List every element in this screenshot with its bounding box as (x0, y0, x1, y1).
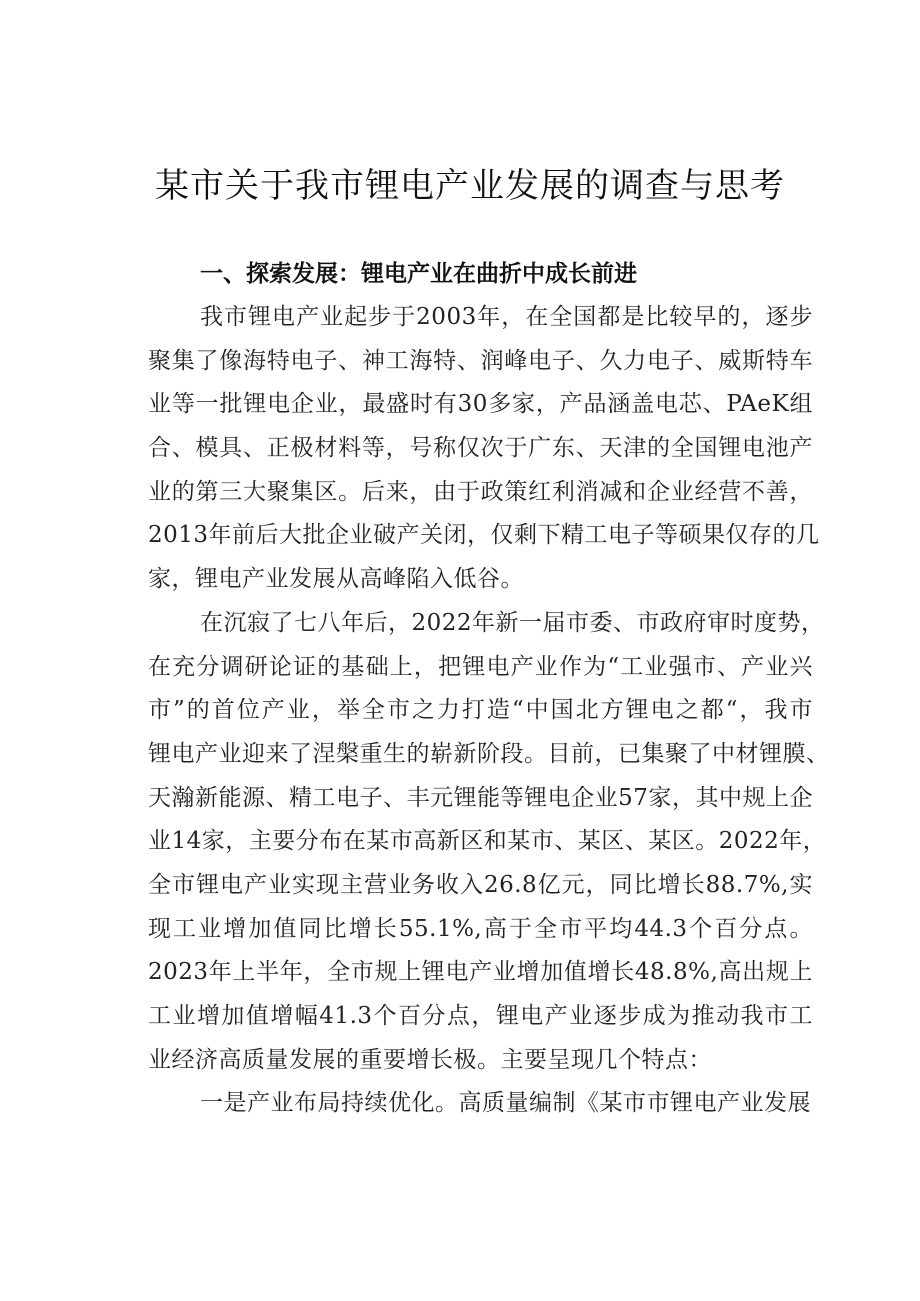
paragraph-feature-one (148, 1082, 813, 1126)
text-line: 市”的首位产业，举全市之力打造“中国北方锂电之都“，我市 (148, 697, 813, 724)
paragraph-history (148, 296, 820, 602)
text-line: 业14家，主要分布在某市高新区和某市、某区、某区。2022年， (148, 828, 827, 855)
text-line: 现工业增加值同比增长55.1%,高于全市平均44.3个百分点。 (148, 915, 813, 942)
text-line: 在沉寂了七八年后，2022年新一届市委、市政府审时度势， (200, 609, 825, 636)
text-line: 天瀚新能源、精工电子、丰元锂能等锂电企业57家，其中规上企 (148, 784, 813, 811)
text-line: 业的第三大聚集区。后来，由于政策红利消减和企业经营不善， (148, 478, 813, 505)
document-title: 某市关于我市锂电产业发展的调查与思考 (155, 166, 785, 206)
text-line: 在充分调研论证的基础上，把锂电产业作为“工业强市、产业兴 (148, 653, 813, 680)
text-line: 2013年前后大批企业破产关闭，仅剩下精工电子等硕果仅存的几 (148, 522, 820, 549)
section-heading: 一、探索发展：锂电产业在曲折中成长前进 (200, 261, 637, 287)
text-line: 一是产业布局持续优化。高质量编制《某市市锂电产业发展 (200, 1090, 811, 1117)
text-line: 业等一批锂电企业，最盛时有30多家，产品涵盖电芯、PAeK组 (148, 391, 813, 418)
text-line: 我市锂电产业起步于2003年，在全国都是比较早的，逐步 (200, 304, 813, 330)
text-line: 2023年上半年，全市规上锂电产业增加值增长48.8%,高出规上 (148, 959, 813, 986)
paragraph-revival (148, 602, 830, 1083)
text-line: 聚集了像海特电子、神工海特、润峰电子、久力电子、威斯特车 (148, 347, 813, 374)
text-line: 合、模具、正极材料等，号称仅次于广东、天津的全国锂电池产 (148, 435, 813, 462)
document-body (148, 252, 830, 1126)
text-line: 工业增加值增幅41.3个百分点，锂电产业逐步成为推动我市工 (148, 1003, 813, 1029)
text-line: 家，锂电产业发展从高峰陷入低谷。 (148, 566, 524, 593)
text-line: 全市锂电产业实现主营业务收入26.8亿元，同比增长88.7%,实 (148, 871, 813, 898)
text-line: 锂电产业迎来了涅槃重生的崭新阶段。目前，已集聚了中材锂膜、 (148, 740, 830, 767)
text-line: 业经济高质量发展的重要增长极。主要呈现几个特点： (148, 1046, 712, 1073)
